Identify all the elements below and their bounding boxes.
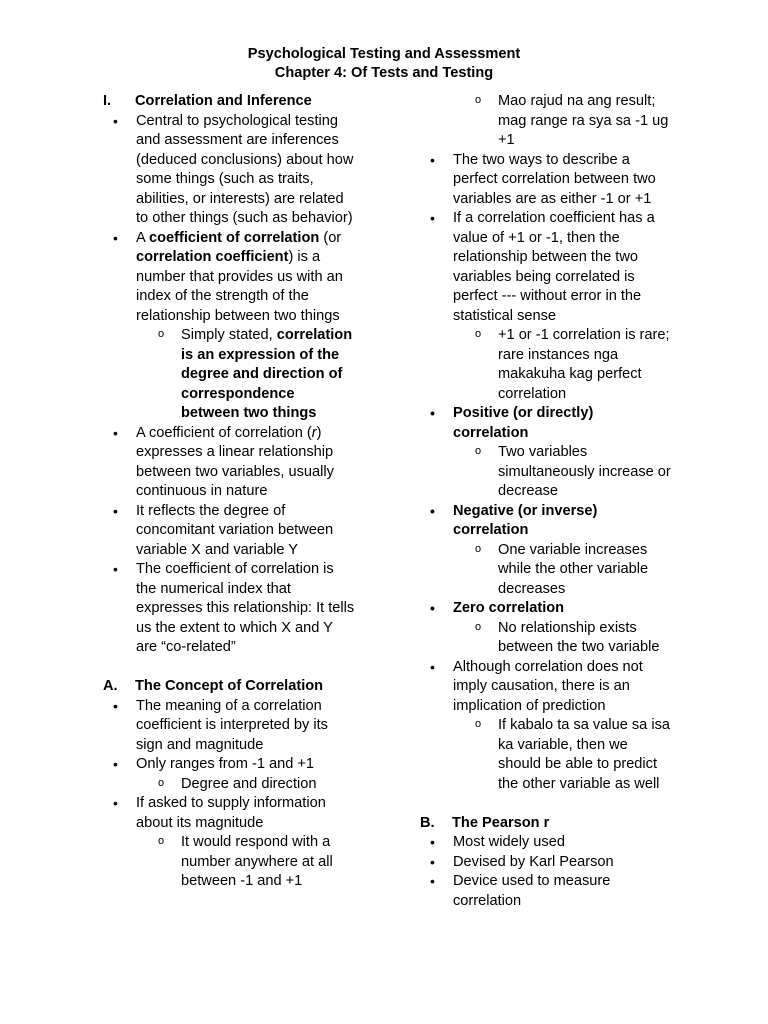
text-line: concomitant variation between xyxy=(136,522,334,538)
text-line: +1 xyxy=(498,132,515,148)
bullet-item xyxy=(420,599,685,619)
text-line: imply causation, there is an xyxy=(453,678,630,694)
text-line: correspondence xyxy=(181,385,295,402)
text-line: between two things xyxy=(181,405,317,421)
text-line: abilities, or interests) are related xyxy=(136,190,344,207)
text-line: o It would respond with a xyxy=(181,834,331,850)
document-subtitle: Chapter 4: Of Tests and Testing xyxy=(274,65,494,81)
section-number: I. xyxy=(103,93,112,109)
text-line: is an expression of the xyxy=(181,346,340,363)
spacer xyxy=(420,794,685,814)
text-line: • If asked to supply information xyxy=(136,795,326,811)
right-column xyxy=(420,92,685,911)
text-line: correlation xyxy=(453,424,529,441)
bullet-item xyxy=(103,424,368,502)
sub-bullet-item xyxy=(420,541,685,600)
text-line: degree and direction of xyxy=(181,366,343,382)
bold-term: coefficient of correlation xyxy=(148,229,320,246)
text-line: o One variable increases xyxy=(498,541,648,558)
text-line: • Only ranges from -1 and +1 xyxy=(136,756,315,772)
text-line: • The coefficient of correlation is xyxy=(136,561,334,577)
text-line: some things (such as traits, xyxy=(136,171,314,187)
section-title: Correlation and Inference xyxy=(135,93,312,109)
text-line: o +1 or -1 correlation is rare; xyxy=(498,327,670,343)
section-number: A. xyxy=(103,678,118,694)
bullet-item xyxy=(103,502,368,561)
text-line: • Although correlation does not xyxy=(453,658,643,675)
text-line: expresses this relationship: It tells xyxy=(136,600,355,616)
text-line: (deduced conclusions) about how xyxy=(136,151,354,168)
text-line: o No relationship exists xyxy=(498,619,637,636)
text-line: between -1 and +1 xyxy=(181,873,303,889)
text-line: us the extent to which X and Y xyxy=(136,619,333,636)
bullet-item xyxy=(420,209,685,326)
text-run: (or xyxy=(319,229,342,246)
text-line: should be able to predict xyxy=(498,756,658,772)
text-line: • Device used to measure xyxy=(453,873,611,889)
bullet-item xyxy=(420,833,685,853)
text-line: • It reflects the degree of xyxy=(136,502,286,519)
document-title: Psychological Testing and Assessment xyxy=(247,46,521,62)
text-line: o Mao rajud na ang result; xyxy=(498,93,656,109)
text-line: number anywhere at all xyxy=(181,853,333,870)
text-line: mag range ra sya sa -1 ug xyxy=(498,112,669,129)
text-line: decreases xyxy=(498,580,566,597)
text-line: and assessment are inferences xyxy=(136,132,339,148)
text-line: • Central to psychological testing xyxy=(136,112,338,129)
section-title: The Pearson r xyxy=(452,814,550,831)
text-line: • Most widely used xyxy=(453,834,565,850)
text-line: • Zero correlation xyxy=(453,600,565,616)
text-line: about its magnitude xyxy=(136,814,264,831)
text-line: relationship between two things xyxy=(136,307,340,324)
text-line: correlation xyxy=(453,522,529,538)
bullet-item xyxy=(103,560,368,658)
text-line: index of the strength of the xyxy=(136,288,309,304)
sub-bullet-item xyxy=(103,833,368,892)
sub-bullet-item xyxy=(420,326,685,404)
text-line: o Degree and direction xyxy=(181,775,317,792)
text-line: between the two variable xyxy=(498,639,660,655)
bullet-item xyxy=(103,229,368,327)
text-line: are “co-related” xyxy=(136,639,236,655)
text-line: • The two ways to describe a xyxy=(453,151,630,168)
text-line: continuous in nature xyxy=(136,483,268,499)
text-line xyxy=(181,326,368,346)
text-line: • Devised by Karl Pearson xyxy=(453,853,614,870)
bullet-item xyxy=(420,872,685,911)
sub-bullet-item xyxy=(420,443,685,502)
sub-bullet-item xyxy=(103,326,368,424)
bullet-item xyxy=(420,658,685,717)
text-line: rare instances nga xyxy=(498,346,619,363)
bullet-item xyxy=(420,502,685,541)
text-line: o Two variables xyxy=(498,444,588,460)
text-line: correlation xyxy=(498,385,567,402)
section-number: B. xyxy=(420,814,435,831)
sub-bullet-item xyxy=(420,92,685,151)
text-line: simultaneously increase or xyxy=(498,463,671,480)
text-line: between two variables, usually xyxy=(136,463,334,480)
bold-term: correlation coefficient xyxy=(136,249,289,265)
text-line: perfect correlation between two xyxy=(453,171,656,187)
text-line: while the other variable xyxy=(498,561,649,577)
text-line: coefficient is interpreted by its xyxy=(136,717,328,733)
text-run: A xyxy=(136,229,149,246)
text-line xyxy=(136,248,368,268)
bold-term: correlation xyxy=(276,327,353,343)
section-heading-concept-of-correlation xyxy=(103,677,368,697)
text-line xyxy=(136,229,368,249)
sub-bullet-item xyxy=(103,775,368,795)
bullet-item xyxy=(103,697,368,756)
text-run: ) xyxy=(316,424,322,441)
text-line xyxy=(136,424,368,444)
section-title: The Concept of Correlation xyxy=(135,678,324,694)
document-header xyxy=(0,45,768,83)
text-line: • Negative (or inverse) xyxy=(453,502,598,519)
text-line: value of +1 or -1, then the xyxy=(453,229,620,246)
text-line: o If kabalo ta sa value sa isa xyxy=(498,717,670,733)
left-column xyxy=(103,92,368,892)
text-line: • If a correlation coefficient has a xyxy=(453,210,655,226)
text-line: implication of prediction xyxy=(453,697,606,714)
bullet-item xyxy=(420,853,685,873)
text-line: correlation xyxy=(453,892,522,909)
text-run: Simply stated, xyxy=(181,327,277,343)
text-line: relationship between the two xyxy=(453,249,638,265)
text-line: • The meaning of a correlation xyxy=(136,697,322,714)
section-heading-correlation-inference xyxy=(103,92,368,112)
italic-term: r xyxy=(311,424,317,441)
text-run: A coefficient of correlation ( xyxy=(136,424,312,441)
sub-bullet-item xyxy=(420,716,685,794)
text-line: decrease xyxy=(498,483,559,499)
text-line: • Positive (or directly) xyxy=(453,405,594,421)
bullet-item xyxy=(103,112,368,229)
bullet-item xyxy=(103,794,368,833)
text-line: perfect --- without error in the xyxy=(453,288,642,304)
text-line: sign and magnitude xyxy=(136,736,264,753)
text-line: the numerical index that xyxy=(136,580,291,597)
text-line: number that provides us with an xyxy=(136,268,343,285)
text-line: the other variable as well xyxy=(498,775,660,792)
section-heading-pearson-r xyxy=(420,814,685,834)
text-line: makakuha kag perfect xyxy=(498,366,642,382)
text-line: statistical sense xyxy=(453,307,557,324)
text-line: variables are as either -1 or +1 xyxy=(453,190,652,207)
text-line: ka variable, then we xyxy=(498,736,628,753)
text-line: variable X and variable Y xyxy=(136,541,298,558)
spacer xyxy=(103,658,368,678)
text-line: to other things (such as behavior) xyxy=(136,210,353,226)
bullet-item xyxy=(420,151,685,210)
bullet-item xyxy=(420,404,685,443)
bullet-item xyxy=(103,755,368,775)
sub-bullet-item xyxy=(420,619,685,658)
text-line: variables being correlated is xyxy=(453,268,635,285)
text-run: ) is a xyxy=(288,249,321,265)
text-line: expresses a linear relationship xyxy=(136,444,334,460)
